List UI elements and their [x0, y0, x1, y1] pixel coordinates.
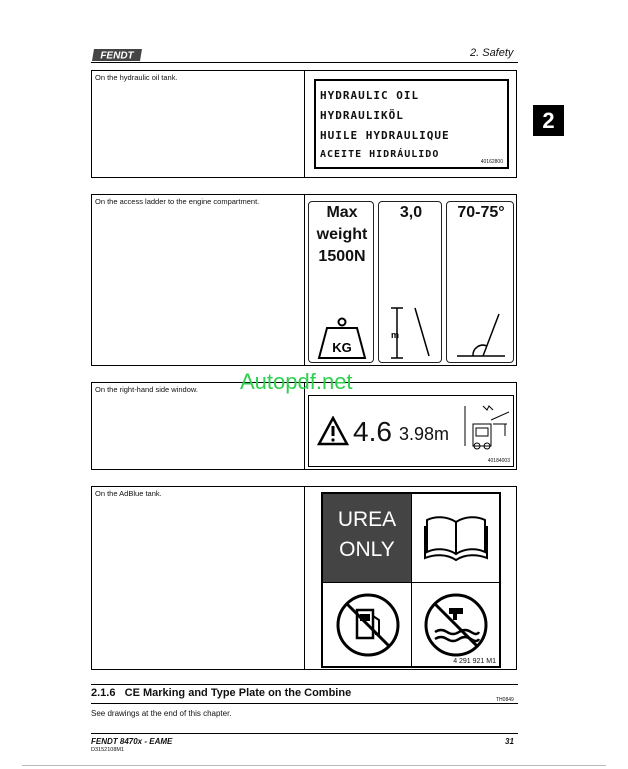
angle-panel: 70-75°: [446, 201, 514, 363]
chapter-tab: 2: [533, 105, 564, 136]
no-fuel-icon: [335, 592, 401, 658]
row-caption: On the access ladder to the engine compartment.: [95, 197, 260, 206]
urea-only-panel: UREA ONLY: [323, 494, 411, 582]
svg-text:m: m: [391, 330, 400, 340]
adblue-label: [321, 492, 501, 668]
footer-title: FENDT 8470x - EAME: [91, 737, 173, 746]
row-adblue-tank: [91, 486, 517, 670]
no-water-icon: [423, 592, 489, 658]
watermark: Autopdf.net: [240, 369, 353, 394]
hydraulic-oil-label: HYDRAULIC OIL HYDRAULIKÖL HUILE HYDRAULIQUE ACEITE HIDRÁULIDO 40162800: [314, 79, 509, 169]
combine-height-icon: [459, 402, 511, 450]
row-side-window: [91, 382, 517, 470]
ladder-angle-icon: [455, 310, 507, 360]
page-number: 31: [505, 737, 514, 746]
height-warning-label: 4.6 3.98m 40184003: [308, 395, 514, 467]
page-edge: [22, 765, 606, 766]
weight-icon: [317, 316, 367, 360]
body-text: See drawings at the end of this chapter.: [91, 709, 232, 718]
part-number: 4 291 921 M1: [453, 658, 496, 665]
section-heading-title: CE Marking and Type Plate on the Combine: [124, 687, 352, 699]
svg-text:KG: KG: [332, 340, 352, 355]
row-divider: [304, 383, 305, 469]
section-heading: [91, 687, 351, 699]
row-divider: [304, 195, 305, 365]
heading-ref: TH0849: [496, 697, 514, 703]
label-code: 40184003: [487, 458, 510, 464]
label-code: 40162800: [480, 159, 503, 165]
header-rule: [91, 62, 518, 63]
section-number: 2.1.6: [91, 687, 116, 699]
heading-rule-bottom: [91, 703, 518, 704]
warning-triangle-icon: [317, 416, 349, 446]
footer-rule: [91, 733, 518, 734]
heading-rule-top: [91, 684, 518, 685]
weight-panel: Max weight 1500N KG: [308, 201, 374, 363]
section-title: 2. Safety: [470, 47, 514, 59]
row-divider: [304, 487, 305, 669]
svg-text:FENDT: FENDT: [100, 50, 134, 61]
height-panel: 3,0 m: [378, 201, 442, 363]
row-caption: On the right-hand side window.: [95, 385, 198, 394]
fendt-logo: [92, 48, 142, 60]
row-caption: On the hydraulic oil tank.: [95, 73, 178, 82]
footer-doc-number: D3152108M1: [91, 747, 125, 753]
ladder-height-icon: [389, 306, 435, 362]
row-access-ladder: [91, 194, 517, 366]
row-divider: [304, 71, 305, 177]
manual-book-icon: [423, 512, 489, 562]
row-caption: On the AdBlue tank.: [95, 489, 162, 498]
row-hydraulic-oil: [91, 70, 517, 178]
